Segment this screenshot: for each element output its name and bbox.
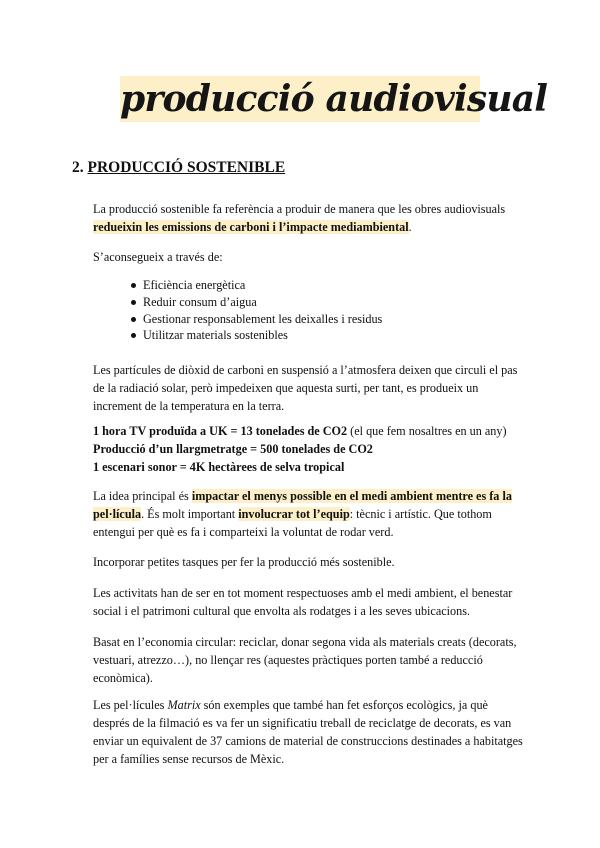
section-number: 2.: [72, 159, 84, 176]
intro-end: .: [408, 220, 412, 234]
fact-line: [93, 458, 523, 476]
film-title: Matrix: [167, 698, 201, 712]
paragraph-circular: Basat en l’economia circular: reciclar, donar segona vida als materials creats (decorats, vestuari, atrezzo…), no llençar res (aquestes pràctiques porten també a reducció econòmica).: [93, 635, 517, 685]
paragraph-matrix: [93, 696, 523, 768]
intro-text: La producció sostenible fa referència a produir de manera que les obres audiovisuals: [93, 202, 506, 216]
paragraph-intro: [93, 200, 523, 236]
main-idea-text: . És molt important: [141, 507, 239, 521]
bullet-icon: [131, 317, 136, 322]
bullet-text: Reduir consum d’aigua: [143, 294, 257, 309]
bullet-icon: [131, 283, 136, 288]
section-heading: [72, 159, 285, 177]
main-idea-text: La idea principal és: [93, 489, 192, 503]
team-highlight: involucrar tot l’equip: [238, 507, 350, 521]
bullet-text: Eficiència energètica: [143, 278, 246, 292]
paragraph-main-idea: [93, 487, 523, 541]
fact-bold: 1 escenari sonor = 4K hectàrees de selva tropical: [93, 460, 345, 474]
bullet-icon: [131, 300, 136, 305]
paragraph-co2: Les partícules de diòxid de carboni en suspensió a l’atmosfera deixen que circuli el pas de la radiació solar, però impedeixen que aquesta surti, per tant, es produeix un increment de la temperatura en la terra.: [93, 363, 518, 413]
matrix-text: Les pel·lícules: [93, 698, 168, 712]
paragraph-activities: Les activitats han de ser en tot moment respectuoses amb el medi ambient, el benestar social i el patrimoni cultural que envolta als rodatges i a les seves ubicacions.: [93, 586, 513, 618]
fact-bold: 1 hora TV produïda a UK = 13 tonelades de CO2: [93, 424, 348, 438]
title-highlight: [120, 76, 548, 122]
fact-line: [93, 440, 523, 458]
fact-rest: (el que fem nosaltres en un any): [347, 424, 507, 438]
list-item: [93, 277, 382, 294]
intro-highlight: redueixin les emissions de carboni i l’impacte mediambiental: [93, 220, 409, 234]
paragraph-tasks: Incorporar petites tasques per fer la producció més sostenible.: [93, 555, 395, 569]
matrix-text: són exemples que també han fet esforços ecològics, ja què després de la filmació es va fer un significatiu treball de reciclatge de decorats, es van enviar un equivalent de 37 camions de material de construccions destinades a habitatges per a famílies sense recursos de Mèxic.: [93, 698, 523, 766]
bullet-text: Gestionar responsablement les deixalles i residus: [143, 311, 383, 326]
section-title: PRODUCCIÓ SOSTENIBLE: [87, 159, 286, 176]
fact-line: [93, 422, 523, 440]
paragraph-how: S’aconsegueix a través de:: [93, 250, 223, 264]
main-idea-text: : tècnic i artístic. Que tothom entengui per què es fa i comparteixi la voluntat de rodar verd.: [93, 507, 492, 539]
facts-block: [93, 422, 523, 476]
list-item: [93, 294, 382, 311]
list-item: [93, 327, 382, 344]
main-idea-highlight: impactar el menys possible en el medi ambient mentre es fa la pel·lícula: [93, 489, 512, 521]
list-item: [93, 311, 382, 328]
bullet-text: Utilitzar materials sostenibles: [143, 328, 288, 343]
bullet-list: [93, 277, 382, 344]
fact-bold: Producció d’un llargmetratge = 500 tonelades de CO2: [93, 442, 373, 456]
page-title: producció audiovisual: [120, 78, 548, 120]
